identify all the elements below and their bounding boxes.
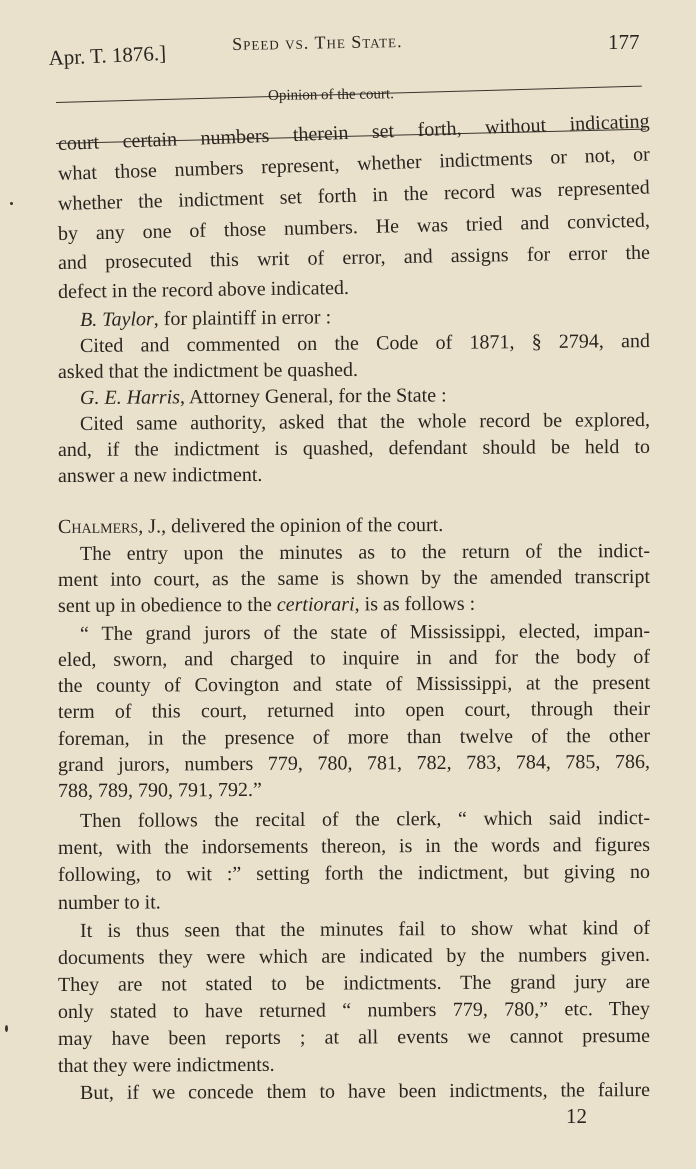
counsel-line	[80, 382, 650, 410]
text-line	[58, 591, 650, 618]
text-line: that they were indictments.	[57, 1053, 275, 1077]
text-line: what those numbers represent, whether indictments or not, or	[57, 143, 651, 185]
text-fragment: sent up in obedience to the	[57, 593, 277, 617]
text-line: and prosecuted this writ of error, and assigns for error the	[57, 241, 651, 274]
counsel-role: , Attorney General, for the State :	[179, 384, 447, 409]
text-line: court certain numbers therein set forth, without indicating	[57, 110, 650, 155]
text-line: ment into court, as the same is shown by the amended transcript	[57, 565, 651, 591]
counsel-name: G. E. Harris	[79, 386, 181, 409]
text-line: following, to wit :” setting forth the indictment, but giving no	[57, 860, 651, 886]
text-line: Cited and commented on the Code of 1871, § 2794, and	[79, 330, 651, 357]
ink-speck	[5, 1025, 8, 1032]
judge-name: Chalmers	[57, 515, 139, 538]
text-line: answer a new indictment.	[57, 463, 263, 487]
quote-line: foreman, in the presence of more than twelve of the other	[57, 724, 651, 750]
opinion-intro: , J., delivered the opinion of the court.	[138, 513, 444, 538]
text-line: number to it.	[57, 891, 161, 914]
quote-line: 788, 789, 790, 791, 792.”	[57, 778, 262, 802]
text-line: only stated to have returned “ numbers 779, 780,” etc. They	[57, 997, 651, 1023]
text-line: asked that the indictment be quashed.	[57, 358, 358, 383]
counsel-line	[80, 302, 650, 332]
italic-term: certiorari	[276, 593, 355, 616]
text-line: Cited same authority, asked that the whole record be explored,	[79, 409, 651, 435]
text-line: The entry upon the minutes as to the return of the indict-	[79, 540, 651, 565]
quote-line: grand jurors, numbers 779, 780, 781, 782, 783, 784, 785, 786,	[57, 750, 651, 776]
page-number: 177	[608, 30, 640, 54]
text-line: and, if the indictment is quashed, defendant should be held to	[57, 435, 651, 461]
quote-line: term of this court, returned into open court, through their	[57, 697, 651, 723]
running-title: Speed vs. The State.	[232, 31, 403, 54]
text-line: It is thus seen that the minutes fail to show what kind of	[79, 917, 651, 942]
ink-speck	[10, 202, 13, 205]
text-line: may have been reports ; at all events we cannot presume	[57, 1024, 651, 1050]
counsel-name: B. Taylor	[79, 308, 154, 331]
quote-line: eled, sworn, and charged to inquire in and for the body of	[57, 645, 651, 671]
quote-line: “ The grand jurors of the state of Mississippi, elected, impan-	[79, 620, 651, 645]
section-heading: Opinion of the court.	[268, 86, 395, 104]
text-line: ment, with the indorsements thereon, is in the words and figures	[57, 833, 651, 859]
text-line: They are not stated to be indictments. The grand jury are	[57, 970, 651, 996]
text-line: documents they were which are indicated by the numbers given.	[57, 943, 651, 969]
text-line: whether the indictment set forth in the record was represented	[57, 176, 651, 215]
term-heading: Apr. T. 1876.]	[48, 40, 167, 70]
signature-mark: 12	[566, 1104, 587, 1128]
text-fragment: , is as follows :	[354, 592, 476, 616]
text-line: defect in the record above indicated.	[57, 276, 350, 303]
text-line: by any one of those numbers. He was tried and convicted,	[57, 209, 651, 245]
text-line: But, if we concede them to have been indictments, the failure	[79, 1079, 651, 1104]
quote-line: the county of Covington and state of Mississippi, at the present	[57, 671, 651, 697]
text-line: Then follows the recital of the clerk, “ which said indict-	[79, 807, 651, 832]
counsel-role: , for plaintiff in error :	[153, 306, 332, 331]
opinion-heading	[58, 512, 650, 539]
